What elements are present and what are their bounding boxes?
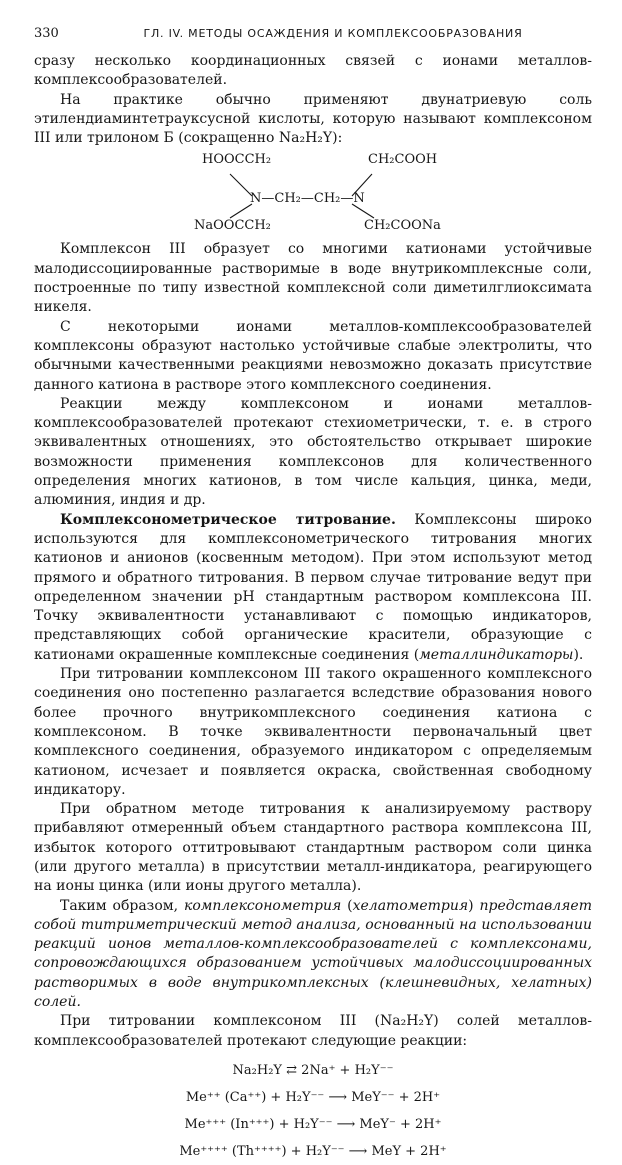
paragraph-9-lead: Таким образом, xyxy=(60,897,184,914)
paragraph-9-term-2: хелатометрия xyxy=(352,897,469,914)
paragraph-6-end: ). xyxy=(573,646,584,663)
running-title: ГЛ. IV. МЕТОДЫ ОСАЖДЕНИЯ И КОМПЛЕКСООБРАЗОВАНИЯ xyxy=(143,27,523,40)
paragraph-10: При титровании комплексоном III (Na₂H₂Y) солей металлов-комплексообразователей протекают следующие реакции: xyxy=(34,1013,592,1049)
paragraph-9 xyxy=(34,897,592,1013)
paragraph-6-text: Комплексоны широко используются для комплексонометрического титрования многих катионов и анионов (косвенным методом). При этом используют метод прямого и обратного титрования. В первом случае титрование ведут при определенном значении pH стандартным раствором комплексона III. Точку эквивалентности устанавливают с помощью индикаторов, представляющих собой органические красители, образующие с катионами окрашенные комплексные соединения ( xyxy=(34,511,592,663)
book-page xyxy=(34,26,592,1165)
paragraph-7: При титровании комплексоном III такого окрашенного комплексного соединения оно постепенно разлагается вследствие образования нового более прочного внутрикомплексного соединения катиона с комплексоном. В точке эквивалентности первоначальный цвет комплексного соединения, образуемого индикатором с определяемым катионом, исчезает и появляется окраска, свойственная свободному индикатору. xyxy=(34,666,592,798)
paragraph-8: При обратном методе титрования к анализируемому раствору прибавляют отмеренный объем стандартного раствора комплексона III, избыток которого оттитровывают стандартным раствором соли цинка (или другого металла) в присутствии металл-индикатора, реагирующего на ионы цинка (или ионы другого металла). xyxy=(34,801,592,895)
structure-top-left: HOOCCH₂ xyxy=(202,152,272,168)
paragraph-6 xyxy=(34,511,592,665)
reaction-list xyxy=(34,1057,592,1165)
paragraph-9-close: ) xyxy=(468,897,480,914)
structure-bottom-right: CH₂COONa xyxy=(364,218,441,234)
page-header xyxy=(34,26,592,52)
paragraph-9-definition: представляет собой титриметрический метод анализа, основанный на использовании реакций ионов металлов-комплексообразователей с комплексонами, сопровождающихся образованием устойчивых малодиссоциированных растворимых в воде внутрикомплексных (клешневидных, хелатных) солей. xyxy=(34,897,592,1011)
reaction-3: Me⁺⁺⁺ (In⁺⁺⁺) + H₂Y⁻⁻ ⟶ MeY⁻ + 2H⁺ xyxy=(184,1116,442,1132)
structure-top-right: CH₂COOH xyxy=(368,152,438,168)
section-heading: Комплексонометрическое титрование. xyxy=(60,511,396,528)
paragraph-2: На практике обычно применяют двунатриевую соль этилендиаминтетрауксусной кислоты, которую называют комплексоном III или трилоном Б (сокращенно Na₂H₂Y): xyxy=(34,91,592,147)
reaction-4: Me⁺⁺⁺⁺ (Th⁺⁺⁺⁺) + H₂Y⁻⁻ ⟶ MeY + 2H⁺ xyxy=(179,1143,447,1159)
paragraph-6-term: металлиндикаторы xyxy=(419,646,574,663)
paragraph-9-open: ( xyxy=(341,897,353,914)
paragraph-5: Реакции между комплексоном и ионами металлов-комплексообразователей протекают стехиометрически, т. е. в строго эквивалентных отношениях, это обстоятельство открывает широкие возможности применения комплексонов для количественного определения многих катионов, в том числе кальция, цинка, меди, алюминия, индия и др. xyxy=(34,395,592,509)
page-number: 330 xyxy=(34,26,59,41)
reaction-2: Me⁺⁺ (Ca⁺⁺) + H₂Y⁻⁻ ⟶ MeY⁻⁻ + 2H⁺ xyxy=(185,1089,441,1105)
paragraph-1: сразу несколько координационных связей с ионами металлов-комплексообразователей. xyxy=(34,53,592,89)
paragraph-9-term-1: комплексонометрия xyxy=(183,897,342,914)
paragraph-4: С некоторыми ионами металлов-комплексообразователей комплексоны образуют настолько устойчивые слабые электролиты, что обычными качественными реакциями невозможно доказать присутствие данного катиона в растворе этого комплексного соединения. xyxy=(34,318,592,393)
structure-bottom-left: NaOOCCH₂ xyxy=(194,218,271,234)
paragraph-3: Комплексон III образует со многими катионами устойчивые малодиссоциированные растворимые в воде внутрикомплексные соли, построенные по типу известной комплексной соли диметилглиоксимата никеля. xyxy=(34,241,592,316)
structure-center: N—CH₂—CH₂—N xyxy=(250,191,365,207)
reaction-1: Na₂H₂Y ⇄ 2Na⁺ + H₂Y⁻⁻ xyxy=(232,1062,394,1078)
trilon-b-structural-formula xyxy=(34,150,592,234)
